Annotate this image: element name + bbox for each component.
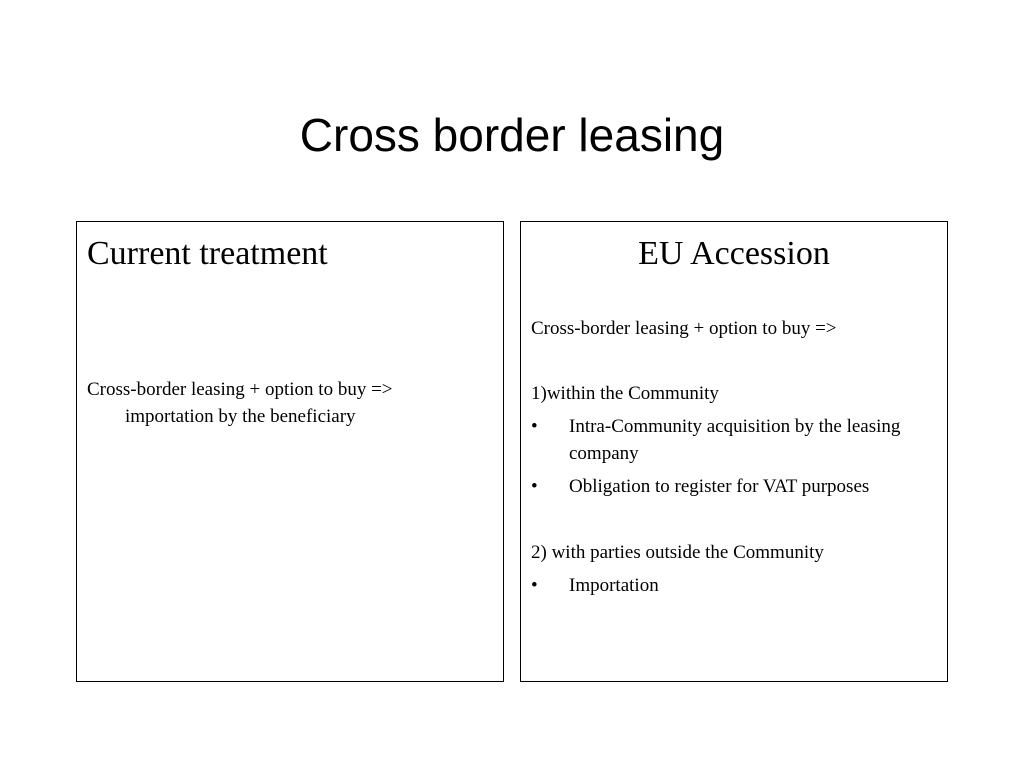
list-item-text: Obligation to register for VAT purposes — [569, 476, 870, 497]
list-item — [531, 572, 937, 599]
eu-accession-heading: EU Accession — [638, 235, 830, 272]
list-item-text: Importation — [569, 575, 659, 596]
list-item — [531, 473, 937, 500]
within-community-list — [531, 413, 937, 506]
slide-title: Cross border leasing — [299, 109, 725, 161]
bullet-icon: • — [531, 575, 538, 596]
current-treatment-text: Cross-border leasing + option to buy => importation by the beneficiary — [87, 379, 393, 427]
eu-accession-intro: Cross-border leasing + option to buy => — [531, 318, 837, 339]
bullet-icon: • — [531, 476, 538, 497]
outside-community-list — [531, 572, 937, 605]
current-treatment-heading: Current treatment — [87, 235, 328, 272]
bullet-icon: • — [531, 416, 538, 437]
within-community-heading: 1)within the Community — [531, 383, 719, 404]
eu-accession-panel — [520, 221, 948, 682]
list-item — [531, 413, 937, 467]
current-treatment-panel — [76, 221, 504, 682]
outside-community-heading: 2) with parties outside the Community — [531, 542, 824, 563]
list-item-text: Intra-Community acquisition by the leasing company — [569, 416, 901, 464]
